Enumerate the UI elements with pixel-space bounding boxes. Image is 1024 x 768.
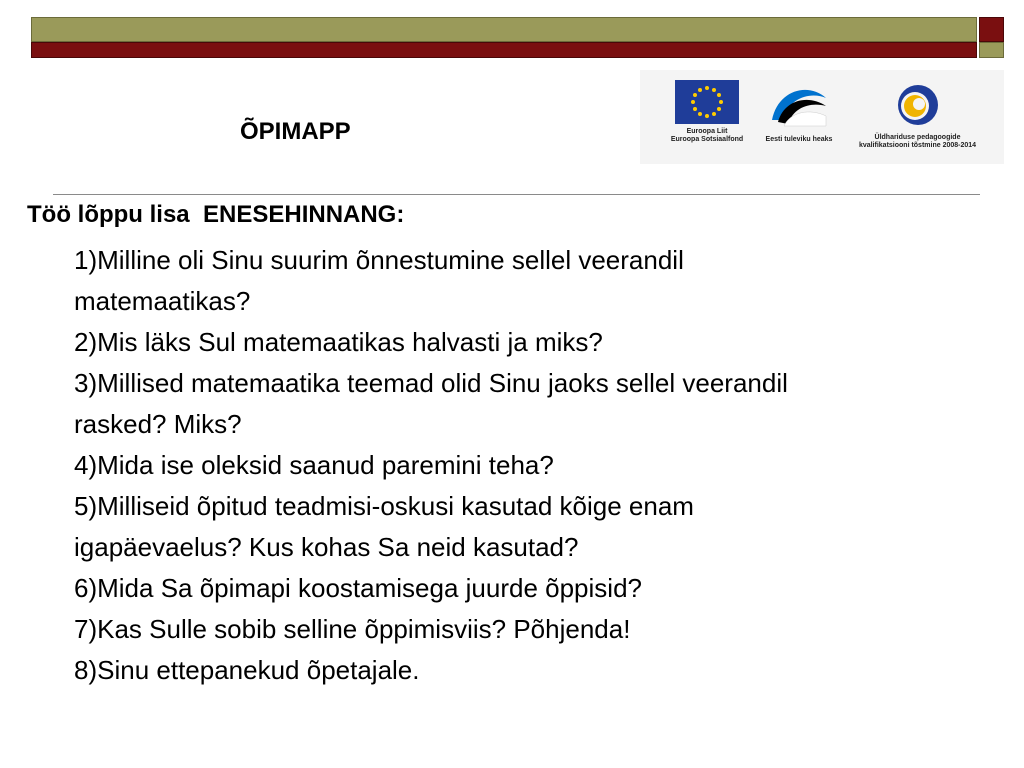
question-line: igapäevaelus? Kus kohas Sa neid kasutad? xyxy=(74,532,579,562)
divider-line xyxy=(53,194,980,195)
eu-logo-caption-2: Euroopa Sotsiaalfond xyxy=(670,136,744,143)
question-line: 6)Mida Sa õpimapi koostamisega juurde õppisid? xyxy=(74,573,642,603)
estonian-flag-swoosh-icon xyxy=(768,80,830,132)
estonia-logo xyxy=(760,80,838,144)
yldhariduse-logo-caption-1: Üldhariduse pedagoogide xyxy=(874,134,961,141)
question-line: matemaatikas? xyxy=(74,286,251,316)
corner-square-red xyxy=(979,17,1004,42)
eu-logo-caption-1: Euroopa Liit xyxy=(686,128,728,135)
yldhariduse-logo-caption-2: kvalifikatsiooni tõstmine 2008-2014 xyxy=(858,142,977,149)
question-list xyxy=(74,240,1014,691)
eu-logo xyxy=(668,80,746,144)
top-band-olive xyxy=(31,17,977,42)
question-line: 7)Kas Sulle sobib selline õppimisviis? Põhjenda! xyxy=(74,614,631,644)
yldhariduse-logo xyxy=(855,80,980,150)
top-band-red xyxy=(31,42,977,58)
question-line: 8)Sinu ettepanekud õpetajale. xyxy=(74,655,420,685)
question-line: 2)Mis läks Sul matemaatikas halvasti ja miks? xyxy=(74,327,603,357)
question-line: 1)Milline oli Sinu suurim õnnestumine sellel veerandil xyxy=(74,245,684,275)
question-line: 4)Mida ise oleksid saanud paremini teha? xyxy=(74,450,554,480)
question-line: 5)Milliseid õpitud teadmisi-oskusi kasutad kõige enam xyxy=(74,491,694,521)
logo-strip xyxy=(640,70,1004,164)
estonia-logo-caption: Eesti tuleviku heaks xyxy=(765,136,833,143)
section-heading: Töö lõppu lisa ENESEHINNANG: xyxy=(27,201,405,228)
eu-flag-icon xyxy=(675,80,739,124)
yldhariduse-emblem-icon xyxy=(893,80,943,130)
question-line: rasked? Miks? xyxy=(74,409,242,439)
corner-square-olive xyxy=(979,42,1004,58)
question-line: 3)Millised matemaatika teemad olid Sinu jaoks sellel veerandil xyxy=(74,368,788,398)
page-title: ÕPIMAPP xyxy=(240,118,351,145)
